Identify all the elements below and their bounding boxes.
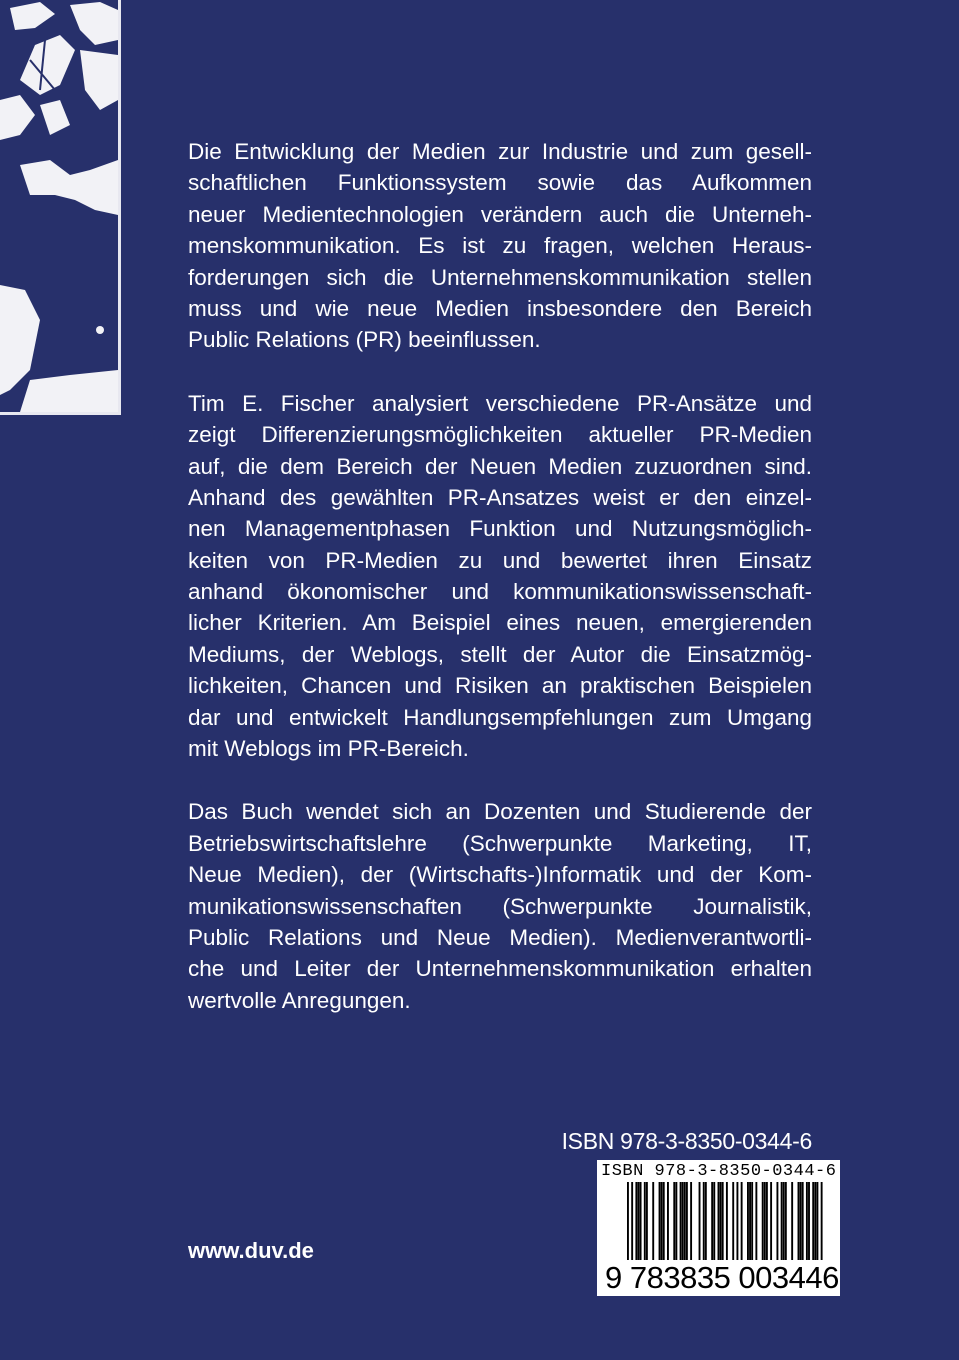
barcode-bar xyxy=(718,1182,720,1267)
barcode-bar xyxy=(667,1182,669,1267)
text-line: mit Weblogs im PR-Bereich. xyxy=(188,736,469,762)
barcode-bar xyxy=(741,1182,743,1267)
paragraph-author xyxy=(188,388,812,765)
text-line: forderungen sich die Unternehmenskommunikation stellen xyxy=(188,264,812,290)
barcode-bar xyxy=(663,1182,665,1267)
barcode-bar xyxy=(713,1182,715,1267)
barcode-bar xyxy=(682,1182,684,1267)
barcode-bar xyxy=(800,1182,802,1267)
barcode-bar xyxy=(652,1182,654,1267)
barcode-digits xyxy=(605,1260,839,1296)
barcode-bar xyxy=(705,1182,707,1267)
paragraph-audience xyxy=(188,796,812,1016)
barcode-bar xyxy=(806,1182,808,1267)
barcode-bar xyxy=(711,1182,713,1267)
barcode-lead-digit: 9 xyxy=(605,1260,622,1295)
text-line: zeigt Differenzierungsmöglichkeiten aktueller PR-Medien xyxy=(188,422,812,448)
back-cover-description xyxy=(188,136,812,1048)
text-line: dar und entwickelt Handlungsempfehlungen zum Umgang xyxy=(188,704,812,730)
barcode-bar xyxy=(749,1182,751,1267)
text-line: licher Kriterien. Am Beispiel eines neuen, emergierenden xyxy=(188,610,812,636)
barcode-bar xyxy=(770,1182,772,1267)
barcode-bar xyxy=(785,1182,787,1267)
barcode-bar xyxy=(673,1182,675,1267)
barcode-bar xyxy=(638,1182,640,1267)
isbn-label: ISBN 978-3-8350-0344-6 xyxy=(561,1128,812,1154)
barcode-bar xyxy=(684,1182,686,1267)
text-line: munikationswissenschaften (Schwerpunkte Journalistik, xyxy=(188,893,812,919)
barcode-bar xyxy=(816,1182,818,1267)
barcode-bar xyxy=(675,1182,677,1267)
text-line: Betriebswirtschaftslehre (Schwerpunkte Marketing, IT, xyxy=(188,830,812,856)
paragraph-intro xyxy=(188,136,812,356)
barcode-bar xyxy=(808,1182,810,1267)
barcode-bar xyxy=(798,1182,800,1267)
world-map-image xyxy=(0,0,121,415)
text-line: lichkeiten, Chancen und Risiken an praktischen Beispielen xyxy=(188,673,812,699)
text-line: Anhand des gewählten PR-Ansatzes weist er den einzel- xyxy=(188,484,812,510)
text-line: schaftlichen Funktionssystem sowie das Aufkommen xyxy=(188,170,812,196)
text-line: wertvolle Anregungen. xyxy=(188,987,411,1013)
barcode-number: 783835 003446 xyxy=(629,1260,839,1295)
barcode-isbn-text: ISBN 978-3-8350-0344-6 xyxy=(601,1162,837,1181)
text-line: keiten von PR-Medien zu und bewertet ihren Einsatz xyxy=(188,547,812,573)
isbn-barcode xyxy=(597,1160,840,1296)
barcode-bar xyxy=(661,1182,663,1267)
barcode-bar xyxy=(776,1182,778,1267)
barcode-bar xyxy=(732,1182,734,1267)
text-line: anhand ökonomischer und kommunikationswissenschaft- xyxy=(188,579,812,605)
barcode-bar xyxy=(762,1182,764,1267)
text-line: muss und wie neue Medien insbesondere den Bereich xyxy=(188,295,812,321)
text-line: Public Relations (PR) beeinflussen. xyxy=(188,327,541,353)
barcode-bar xyxy=(755,1182,757,1267)
text-line: Das Buch wendet sich an Dozenten und Studierende der xyxy=(188,799,812,825)
text-line: nen Managementphasen Funktion und Nutzungsmöglich- xyxy=(188,516,812,542)
barcode-bar xyxy=(747,1182,749,1267)
barcode-bar xyxy=(766,1182,768,1267)
text-line: Public Relations und Neue Medien). Medienverantwortli- xyxy=(188,924,812,950)
text-line: Neue Medien), der (Wirtschafts-)Informatik und der Kom- xyxy=(188,862,812,888)
barcode-bar xyxy=(764,1182,766,1267)
barcode-bar xyxy=(703,1182,705,1267)
map-illustration xyxy=(0,0,118,412)
barcode-bar xyxy=(751,1182,753,1267)
barcode-bar xyxy=(720,1182,722,1267)
text-line: Mediums, der Weblogs, stellt der Autor die Einsatzmög- xyxy=(188,641,812,667)
publisher-url[interactable]: www.duv.de xyxy=(188,1238,314,1263)
text-line: che und Leiter der Unternehmenskommunikation erhalten xyxy=(188,956,812,982)
barcode-bar xyxy=(699,1182,701,1267)
barcode-bar xyxy=(640,1182,642,1267)
barcode-bar xyxy=(659,1182,661,1267)
barcode-bar xyxy=(635,1182,637,1267)
text-line: auf, die dem Bereich der Neuen Medien zuzuordnen sind. xyxy=(188,453,812,479)
barcode-bar xyxy=(644,1182,646,1267)
barcode-bar xyxy=(686,1182,688,1267)
text-line: Die Entwicklung der Medien zur Industrie und zum gesell- xyxy=(188,139,812,164)
barcode-bar xyxy=(646,1182,648,1267)
barcode-bar xyxy=(680,1182,682,1267)
barcode-bar xyxy=(781,1182,783,1267)
text-line: neuer Medientechnologien verändern auch die Unterneh- xyxy=(188,201,812,227)
text-line: menskommunikation. Es ist zu fragen, welchen Heraus- xyxy=(188,233,812,259)
barcode-bar xyxy=(783,1182,785,1267)
barcode-bar xyxy=(812,1182,814,1267)
barcode-bar xyxy=(690,1182,692,1267)
text-line: Tim E. Fischer analysiert verschiedene PR-Ansätze und xyxy=(188,390,812,416)
barcode-bar xyxy=(791,1182,793,1267)
barcode-bar xyxy=(802,1182,804,1267)
barcode-bar xyxy=(736,1182,738,1267)
barcode-bar xyxy=(814,1182,816,1267)
